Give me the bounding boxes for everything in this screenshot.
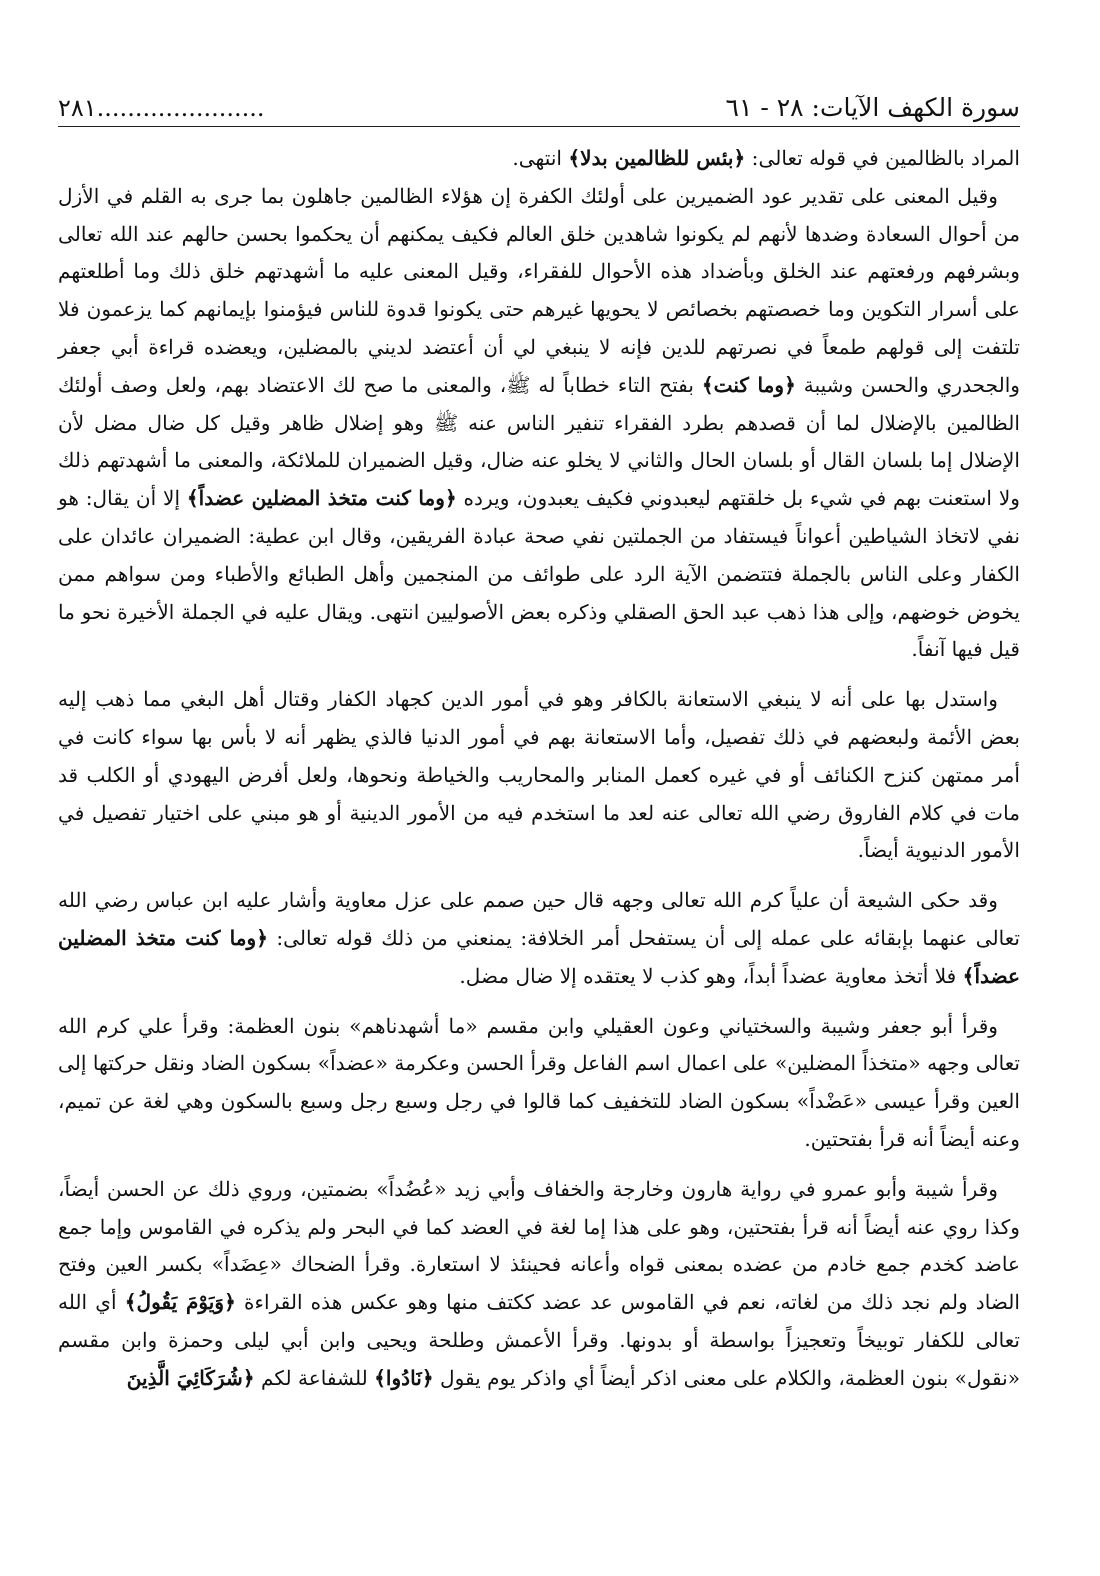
text-run: وقد حكى الشيعة أن علياً كرم الله تعالى وجهه قال حين صمم على عزل معاوية وأشار عليه ابن عباس رضي الله تعالى عنهما بإبقائه على عمله إلى أن يستفحل أمر الخلافة: يمنعني من ذلك قوله تعالى: [58, 888, 1021, 950]
text-run: المراد بالظالمين في قوله تعالى: [745, 146, 1020, 170]
quranic-quote: ﴿بئس للظالمين بدلا﴾ [568, 146, 746, 170]
paragraph [58, 140, 1020, 178]
text-run: وقرأ أبو جعفر وشيبة والسختياني وعون العقيلي وابن مقسم «ما أشهدناهم» بنون العظمة: وقرأ علي كرم الله تعالى وجهه «متخذاً المضلين» على اعمال اسم الفاعل وقرأ الحسن وعكرمة «عضداً» بسكون الضاد ونقل حركتها إلى العين وقرأ عيسى «عَضْداً» بسكون الضاد للتخفيف كما قالوا في رجل وسبع رجل وسبع بالسكون وهي لغة عن تميم، وعنه أيضاً أنه قرأ بفتحتين. [58, 1013, 1020, 1151]
text-run: واستدل بها على أنه لا ينبغي الاستعانة بالكافر وهو في أمور الدين كجهاد الكفار وقتال أهل البغي مما ذهب إليه بعض الأئمة ولبعضهم في ذلك تفصيل، وأما الاستعانة بهم في أمور الدنيا فالذي يظهر أنه لا بأس بها سواء كانت في أمر ممتهن كنزح الكنائف أو في غيره كعمل المنابر والمحاريب والخياطة ونحوها، ولعل أفرض اليهودي أو الكلب قد مات في كلام الفاروق رضي الله تعالى عنه لعد ما استخدم فيه من الأمور الدينية أو هو مبني على اختيار تفصيل في الأمور الدنيوية أيضاً. [58, 687, 1020, 863]
paragraph [58, 882, 1020, 995]
text-run: انتهى. [512, 146, 569, 170]
text-run: فلا أتخذ معاوية عضداً أبداً، وهو كذب لا يعتقده إلا ضال مضل. [459, 963, 963, 988]
text-run: للشفاعة لكم [254, 1365, 375, 1390]
quranic-quote: ﴿وما كنت متخذ المضلين عضداً﴾ [186, 486, 457, 511]
running-title: سورة الكهف الآيات: ٢٨ - ٦١ [725, 93, 1020, 122]
body-text [58, 140, 1020, 1398]
text-run: أي الله تعالى للكفار توبيخاً وتعجيزاً بواسطة أو بدونها. وقرأ الأعمش وطلحة ويحيى وابن أبي ليلى وحمزة وابن مقسم «نقول» بنون العظمة، والكلام على معنى اذكر أيضاً أي واذكر يوم يقول [58, 1290, 1020, 1390]
quranic-quote: ﴿شُرَكَائِيَ الَّذِينَ [126, 1365, 255, 1390]
document-page [58, 82, 1020, 1562]
quranic-quote: ﴿وما كنت﴾ [701, 372, 796, 397]
page-number: ٢٨١...................... [58, 94, 265, 122]
text-run: بفتح التاء خطاباً له ﷺ، والمعنى ما صح لك الاعتضاد بهم، ولعل وصف أولئك الظالمين بالإضلال لما أن قصدهم بطرد الفقراء تنفير الناس عنه ﷺ وهو إضلال ظاهر وقيل كل ضال مضل لأن الإضلال إما بلسان القال أو بلسان الحال والثاني لا يخلو عنه ضال، وقيل الضميران للملائكة، والمعنى ما أشهدتهم ذلك ولا استعنت بهم في شيء بل خلقتهم ليعبدوني فكيف يعبدون، ويرده [58, 372, 1020, 511]
running-header [58, 82, 1020, 127]
text-run: وقيل المعنى على تقدير عود الضميرين على أولئك الكفرة إن هؤلاء الظالمين جاهلون بما جرى به القلم في الأزل من أحوال السعادة وضدها لأنهم لم يكونوا شاهدين خلق العالم فكيف يمكنهم أن يحكموا بحسن حالهم عند الله تعالى وبشرفهم ورفعتهم عند الخلق وبأضداد هذه الأحوال للفقراء، وقيل المعنى عليه ما أشهدتهم خلق ذلك وما أطلعتهم على أسرار التكوين وما خصصتهم بخصائص لا يحويها غيرهم حتى يكونوا قدوة للناس فيؤمنوا بإيمانهم كما يزعمون فلا تلتفت إلى قولهم طمعاً في نصرتهم للدين فإنه لا ينبغي لي أن أعتضد لديني بالمضلين، ويعضده قراءة أبي جعفر والجحدري والحسن وشيبة [58, 183, 1021, 397]
quranic-quote: ﴿وَيَوْمَ يَقُولُ﴾ [124, 1290, 236, 1315]
paragraph [58, 1171, 1020, 1398]
paragraph [58, 1008, 1020, 1159]
paragraph [58, 681, 1020, 870]
quranic-quote: ﴿نَادُوا﴾ [374, 1365, 434, 1390]
text-run: إلا أن يقال: هو نفي لاتخاذ الشياطين أعواناً فيستفاد من الجملتين نفي صحة عبادة الفريقين، وقال ابن عطية: الضميران عائدان على الكفار وعلى الناس بالجملة فتتضمن الآية الرد على طوائف من المنجمين وأهل الطبائع والأطباء ومن سواهم ممن يخوض خوضهم، وإلى هذا ذهب عبد الحق الصقلي وذكره بعض الأصوليين انتهى. ويقال عليه في الجملة الأخيرة نحو ما قيل فيها آنفاً. [58, 486, 1020, 662]
quranic-quote: ﴿وما كنت متخذ المضلين عضداً﴾ [58, 925, 1020, 988]
paragraph [58, 178, 1020, 669]
text-run: وقرأ شيبة وأبو عمرو في رواية هارون وخارجة والخفاف وأبي زيد «عُضُداً» بضمتين، وروي ذلك عن الحسن أيضاً، وكذا روي عنه أيضاً أنه قرأ بفتحتين، وهو على هذا إما لغة في العضد كما في البحر ولم يذكره في القاموس وإما جمع عاضد كخدم جمع خادم من عضده بمعنى قواه وأعانه فحينئذ لا استعارة. وقرأ الضحاك «عِضَداً» بكسر العين وفتح الضاد ولم نجد ذلك من لغاته، نعم في القاموس عد عضد ككتف منها وهو عكس هذه القراءة [58, 1176, 1020, 1315]
